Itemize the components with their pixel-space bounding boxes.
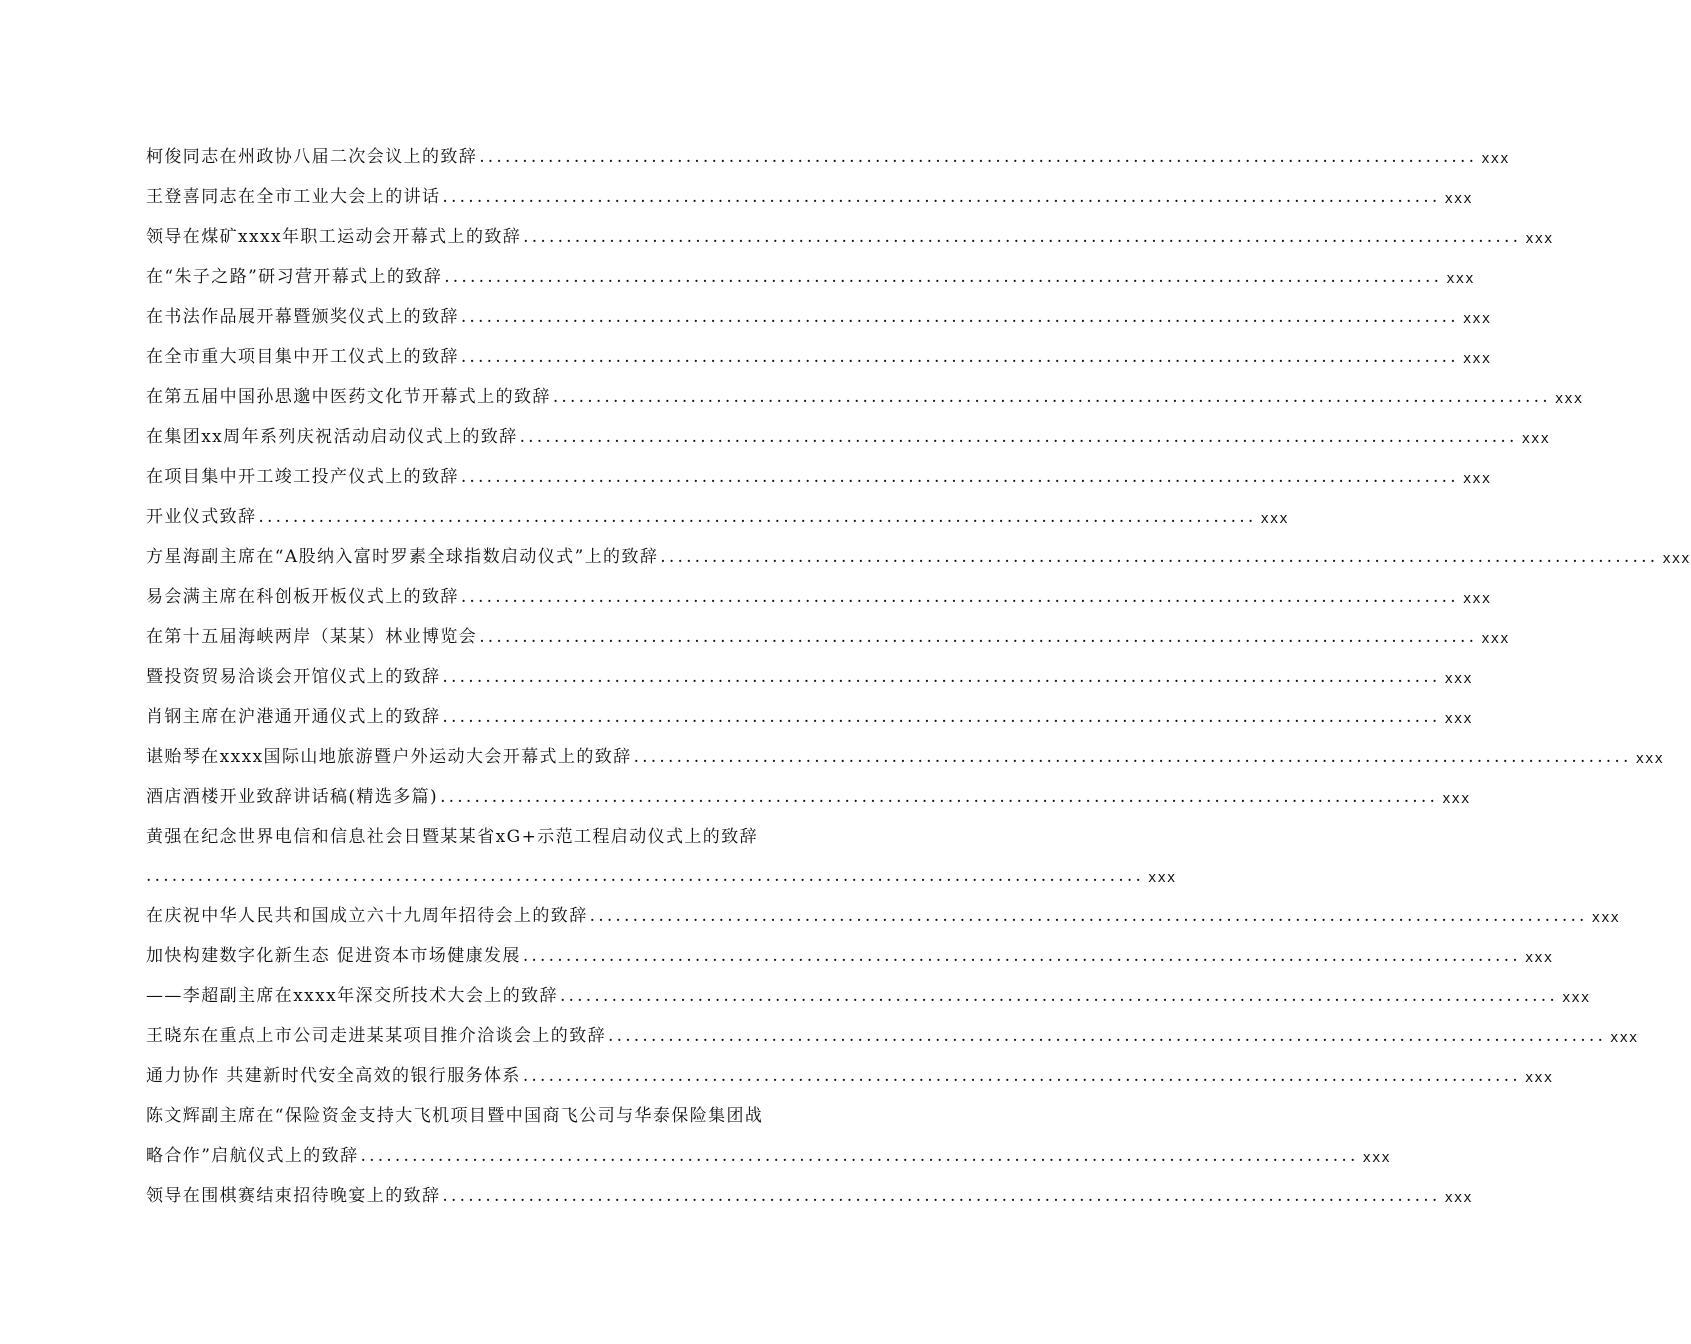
toc-entry-title: 陈文辉副主席在“保险资金支持大飞机项目暨中国商飞公司与华泰保险集团战 [146, 1106, 764, 1126]
toc-entry-wrapped-line[interactable] [146, 807, 806, 847]
toc-page-number: xxx [1635, 751, 1664, 767]
toc-page-number: xxx [1442, 791, 1471, 807]
dot-leader: .................................................................................................................... [559, 986, 1558, 1006]
toc-entry-title: 在“朱子之路”研习营开幕式上的致辞 [146, 267, 443, 287]
toc-entry-title: 领导在围棋赛结束招待晚宴上的致辞 [146, 1186, 441, 1206]
toc-entry-title: 王登喜同志在全市工业大会上的讲话 [146, 187, 441, 207]
toc-entry-title: 开业仪式致辞 [146, 507, 257, 527]
dot-leader: .................................................................................................................... [442, 667, 1441, 687]
toc-page-number: xxx [1481, 151, 1510, 167]
dot-leader: .................................................................................................................... [479, 627, 1478, 647]
dot-leader: .................................................................................................................... [519, 427, 1518, 447]
toc-entry-title: 在第五届中国孙思邈中医药文化节开幕式上的致辞 [146, 387, 551, 407]
toc-entry[interactable] [146, 127, 1510, 167]
toc-entry-title: 在书法作品展开幕暨颁奖仪式上的致辞 [146, 307, 459, 327]
toc-entry[interactable] [146, 687, 1473, 727]
dot-leader: .................................................................................................................... [442, 1186, 1441, 1206]
toc-page-number: xxx [1444, 671, 1473, 687]
toc-entry[interactable] [146, 607, 1510, 647]
toc-entry[interactable] [146, 1046, 1554, 1086]
dot-leader: .................................................................................................................... [552, 387, 1551, 407]
toc-page-number: xxx [1524, 950, 1554, 966]
toc-entry-title: 黄强在纪念世界电信和信息社会日暨某某省xG+示范工程启动仪式上的致辞 [146, 827, 759, 847]
toc-entry-title: 加快构建数字化新生态 促进资本市场健康发展 [146, 946, 521, 966]
dot-leader: .................................................................................................................... [589, 906, 1588, 926]
dot-leader: .................................................................................................................... [523, 227, 1522, 247]
toc-entry[interactable] [146, 407, 1550, 447]
dot-leader: .................................................................................................................... [460, 307, 1459, 327]
toc-page-number: xxx [1554, 391, 1584, 407]
toc-entry[interactable] [146, 727, 1664, 767]
toc-entry-continuation[interactable] [146, 1126, 1391, 1166]
toc-entry[interactable] [146, 926, 1554, 966]
toc-entry[interactable] [146, 247, 1475, 287]
toc-page-number: xxx [1610, 1030, 1639, 1046]
dot-leader: .................................................................................................................... [146, 866, 1145, 886]
dot-leader: .................................................................................................................... [258, 507, 1257, 527]
toc-entry-title: 领导在煤矿xxxx年职工运动会开幕式上的致辞 [146, 227, 522, 247]
dot-leader: .................................................................................................................... [440, 787, 1439, 807]
toc-entry-title: 在庆祝中华人民共和国成立六十九周年招待会上的致辞 [146, 906, 588, 926]
toc-page-number: xxx [1562, 990, 1591, 1006]
toc-entry-title: 在集团xx周年系列庆祝活动启动仪式上的致辞 [146, 427, 518, 447]
dot-leader: .................................................................................................................... [444, 267, 1443, 287]
toc-entry-title: 易会满主席在科创板开板仪式上的致辞 [146, 587, 459, 607]
toc-entry[interactable] [146, 167, 1473, 207]
toc-page-number: xxx [1524, 1070, 1554, 1086]
toc-entry[interactable] [146, 287, 1492, 327]
toc-page-number: xxx [1591, 910, 1620, 926]
toc-entry[interactable] [146, 1006, 1639, 1046]
toc-page-number: xxx [1462, 471, 1492, 487]
dot-leader: .................................................................................................................... [608, 1026, 1607, 1046]
toc-entry[interactable] [146, 207, 1554, 247]
dot-leader: .................................................................................................................... [460, 467, 1459, 487]
dot-leader: .................................................................................................................... [442, 707, 1441, 727]
toc-page-number: xxx [1481, 631, 1510, 647]
dot-leader: .................................................................................................................... [479, 147, 1478, 167]
toc-page-number: xxx [1362, 1150, 1391, 1166]
toc-entry-wrapped-line[interactable] [146, 1086, 806, 1126]
toc-entry[interactable] [146, 327, 1492, 367]
toc-page-number: xxx [1462, 591, 1492, 607]
toc-entry-title: 通力协作 共建新时代安全高效的银行服务体系 [146, 1066, 521, 1086]
toc-page-number: xxx [1444, 191, 1473, 207]
dot-leader: .................................................................................................................... [633, 747, 1632, 767]
toc-entry-title: 暨投资贸易洽谈会开馆仪式上的致辞 [146, 667, 441, 687]
toc-page-number: xxx [1525, 231, 1554, 247]
toc-page-number: xxx [1260, 511, 1289, 527]
toc-page-number: xxx [1444, 1190, 1473, 1206]
toc-entry-title: 在全市重大项目集中开工仪式上的致辞 [146, 347, 459, 367]
table-of-contents [146, 127, 1691, 1206]
toc-page-number: xxx [1444, 711, 1473, 727]
dot-leader: .................................................................................................................... [460, 347, 1459, 367]
toc-entry-title: 略合作”启航仪式上的致辞 [146, 1146, 359, 1166]
dot-leader: .................................................................................................................... [522, 1066, 1521, 1086]
toc-entry[interactable] [146, 966, 1591, 1006]
toc-entry-title: 方星海副主席在“A股纳入富时罗素全球指数启动仪式”上的致辞 [146, 547, 659, 567]
toc-entry-title: 谌贻琴在xxxx国际山地旅游暨户外运动大会开幕式上的致辞 [146, 747, 632, 767]
toc-entry[interactable] [146, 767, 1471, 807]
toc-entry-title: 王晓东在重点上市公司走进某某项目推介洽谈会上的致辞 [146, 1026, 606, 1046]
dot-leader: .................................................................................................................... [360, 1146, 1359, 1166]
dot-leader: .................................................................................................................... [442, 187, 1441, 207]
toc-entry-title: 酒店酒楼开业致辞讲话稿(精选多篇) [146, 787, 439, 807]
toc-entry-title: 在第十五届海峡两岸（某某）林业博览会 [146, 627, 478, 647]
toc-page-number: xxx [1446, 271, 1475, 287]
toc-entry-title: 在项目集中开工竣工投产仪式上的致辞 [146, 467, 459, 487]
toc-page-number: xxx [1662, 551, 1691, 567]
dot-leader: .................................................................................................................... [660, 547, 1659, 567]
toc-entry-continuation[interactable] [146, 847, 1177, 886]
dot-leader: .................................................................................................................... [460, 587, 1459, 607]
toc-entry-title: ——李超副主席在xxxx年深交所技术大会上的致辞 [146, 986, 558, 1006]
toc-entry-title: 肖钢主席在沪港通开通仪式上的致辞 [146, 707, 441, 727]
toc-entry[interactable] [146, 567, 1492, 607]
toc-entry[interactable] [146, 367, 1584, 407]
toc-page-number: xxx [1148, 870, 1177, 886]
toc-entry[interactable] [146, 647, 1473, 687]
toc-page-number: xxx [1462, 351, 1492, 367]
toc-entry-title: 柯俊同志在州政协八届二次会议上的致辞 [146, 147, 478, 167]
toc-entry[interactable] [146, 886, 1620, 926]
toc-page-number: xxx [1521, 431, 1550, 447]
toc-page-number: xxx [1462, 311, 1492, 327]
toc-entry[interactable] [146, 527, 1691, 567]
toc-entry[interactable] [146, 487, 1289, 527]
dot-leader: .................................................................................................................... [522, 946, 1521, 966]
toc-entry[interactable] [146, 447, 1492, 487]
toc-entry[interactable] [146, 1166, 1473, 1206]
